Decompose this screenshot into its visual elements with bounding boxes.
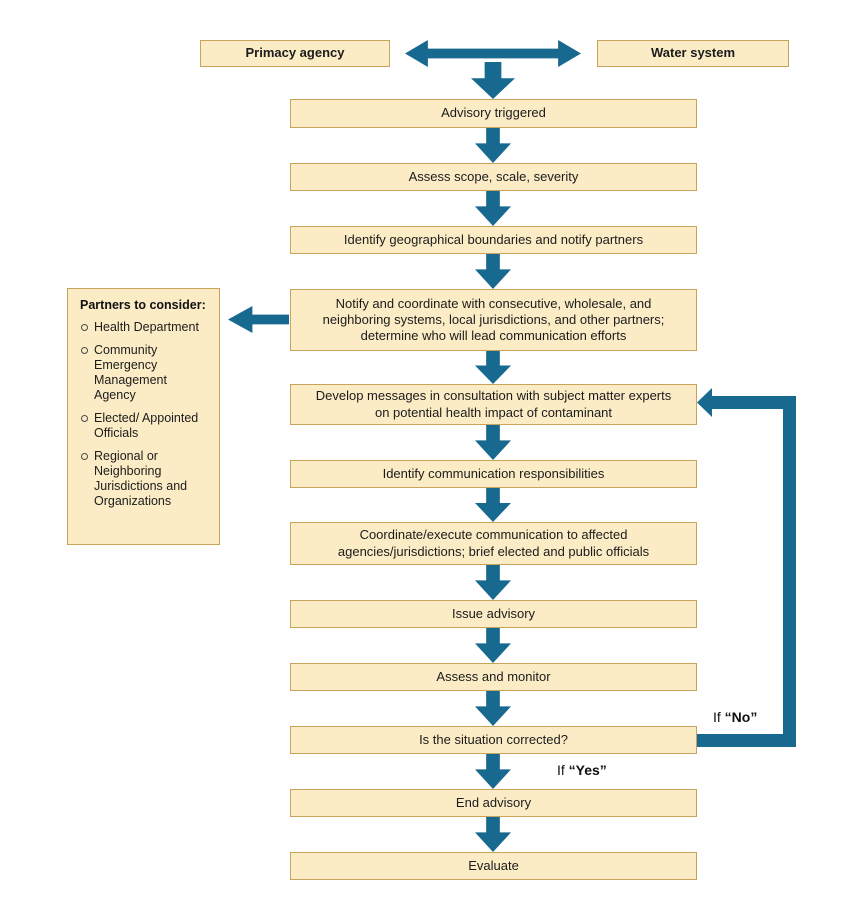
primacy-agency-box	[200, 40, 390, 67]
flow-step-notify-coordinate	[290, 289, 697, 351]
partners-arrow-icon	[228, 306, 289, 333]
no-branch-word: “No”	[724, 709, 758, 725]
water-system-label: Water system	[650, 45, 736, 61]
arrow-down-icon	[475, 488, 511, 522]
flow-step-identify-boundaries	[290, 226, 697, 254]
primacy-agency-label: Primacy agency	[245, 45, 345, 61]
partner-item: Elected/ Appointed Officials	[80, 411, 211, 441]
no-branch-line-vertical	[783, 396, 796, 747]
flow-step-label: Assess and monitor	[436, 668, 551, 684]
flow-step-end-advisory	[290, 789, 697, 817]
flow-step-advisory-triggered	[290, 99, 697, 128]
flow-step-label: Evaluate	[468, 857, 519, 873]
yes-branch-label	[557, 762, 607, 778]
no-branch-prefix: If	[713, 709, 725, 725]
partner-item: Health Department	[80, 320, 211, 335]
arrow-down-icon	[475, 691, 511, 726]
arrow-down-icon	[475, 628, 511, 663]
arrow-down-icon	[475, 128, 511, 163]
flow-step-situation-corrected	[290, 726, 697, 754]
yes-branch-prefix: If	[557, 762, 569, 778]
flow-step-label: Assess scope, scale, severity	[408, 168, 579, 184]
no-branch-line-top	[710, 396, 796, 409]
flow-step-evaluate	[290, 852, 697, 880]
flow-step-label: Advisory triggered	[441, 105, 546, 121]
no-branch-line-bottom	[697, 734, 796, 747]
flow-step-label: Issue advisory	[451, 605, 536, 621]
flow-step-label: Notify and coordinate with consecutive, wholesale, and neighboring systems, local jurisdictions, and other partners; determine who will lead communication efforts	[322, 295, 665, 344]
no-branch-arrowhead-icon	[697, 388, 712, 417]
partner-item: Community Emergency Management Agency	[80, 343, 211, 403]
arrow-down-icon	[475, 754, 511, 789]
arrow-down-icon	[475, 191, 511, 226]
flow-step-coordinate-execute	[290, 522, 697, 565]
flow-step-assess-monitor	[290, 663, 697, 691]
arrow-down-icon	[475, 565, 511, 600]
flow-step-develop-messages	[290, 384, 697, 425]
flow-step-label: Is the situation corrected?	[419, 731, 568, 747]
flow-step-label: Coordinate/execute communication to affected agencies/jurisdictions; brief elected and public officials	[337, 527, 650, 559]
flow-step-label: Develop messages in consultation with subject matter experts on potential health impact of contaminant	[315, 388, 672, 420]
arrow-down-icon	[475, 254, 511, 289]
flow-step-assess-scope	[290, 163, 697, 191]
partner-item: Regional or Neighboring Jurisdictions and Organizations	[80, 449, 211, 509]
flow-step-label: Identify geographical boundaries and notify partners	[343, 231, 644, 247]
flow-step-label: Identify communication responsibilities	[382, 465, 605, 481]
arrow-down-icon	[475, 425, 511, 460]
arrow-down-icon	[471, 62, 515, 99]
yes-branch-word: “Yes”	[568, 762, 607, 778]
no-branch-label	[713, 709, 757, 725]
flow-step-identify-responsibilities	[290, 460, 697, 488]
arrow-down-icon	[475, 817, 511, 852]
partners-box	[67, 288, 220, 545]
partners-title: Partners to consider:	[80, 298, 206, 312]
arrow-down-icon	[475, 351, 511, 384]
flow-step-issue-advisory	[290, 600, 697, 628]
flow-step-label: End advisory	[455, 794, 532, 810]
partners-list	[80, 320, 211, 509]
water-system-box	[597, 40, 789, 67]
